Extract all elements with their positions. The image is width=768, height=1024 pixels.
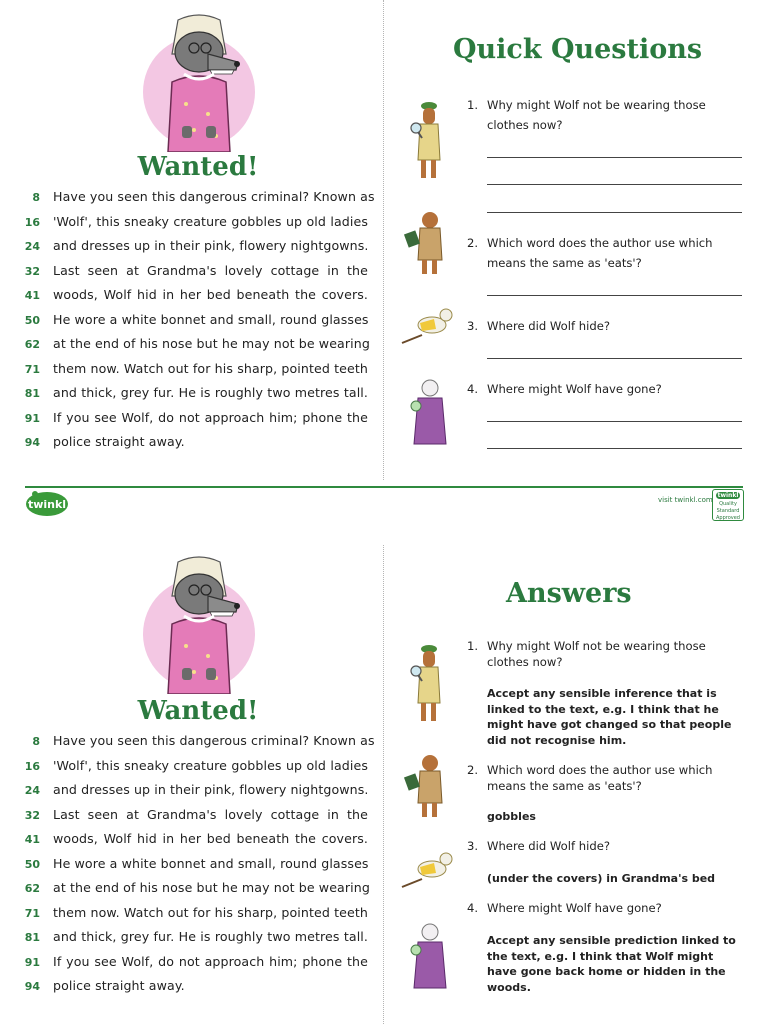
passage-line: 50 He wore a white bonnet and small, round glasses	[24, 311, 369, 327]
passage-line: 32 Last seen at Grandma's lovely cottage in the	[24, 806, 368, 822]
passage-line: 50 He wore a white bonnet and small, round glasses	[24, 855, 369, 871]
passage-line: 91 If you see Wolf, do not approach him; phone the	[24, 953, 368, 969]
passage-line: 8 Have you seen this dangerous criminal? Known as	[32, 189, 375, 204]
passage-line: 8 Have you seen this dangerous criminal? Known as	[32, 733, 375, 748]
column-divider-bottom	[383, 545, 384, 1024]
passage-line: 16 'Wolf', this sneaky creature gobbles up old ladies	[24, 757, 368, 773]
answer-line[interactable]	[487, 157, 742, 158]
answer-2: gobbles	[487, 810, 536, 823]
wolf-grandma-illustration	[138, 14, 260, 152]
passage-top	[18, 189, 375, 459]
dog-crawling-icon	[400, 303, 456, 347]
passage-line: 71 them now. Watch out for his sharp, pointed teeth	[24, 904, 368, 920]
question-4: 4. Where might Wolf have gone?	[467, 382, 662, 396]
answer-line[interactable]	[487, 448, 742, 449]
answer-line[interactable]	[487, 421, 742, 422]
detective-notebook-icon	[402, 753, 448, 819]
passage-bottom	[18, 733, 375, 1003]
answer-question-3: 3. Where did Wolf hide?	[467, 839, 610, 853]
section-divider	[25, 486, 743, 488]
answer-line[interactable]	[487, 184, 742, 185]
answer-4: Accept any sensible prediction linked to the text, e.g. I think that Wolf might have gone back home or hidden in the woods.	[487, 934, 736, 994]
passage-line: 24 and dresses up in their pink, flowery nightgowns.	[24, 238, 369, 253]
wanted-title: Wanted!	[137, 152, 259, 182]
twinkl-logo	[25, 490, 69, 522]
answer-question-2: 2. Which word does the author use which means the same as 'eats'?	[467, 763, 713, 793]
quality-badge: twinkl Quality Standard Approved	[712, 489, 744, 521]
answer-question-4: 4. Where might Wolf have gone?	[467, 901, 662, 915]
passage-line: 94 police straight away.	[24, 434, 185, 449]
wolf-grandma-illustration	[138, 556, 260, 694]
passage-line: 81 and thick, grey fur. He is roughly two metres tall.	[24, 929, 368, 944]
column-divider-top	[383, 0, 384, 480]
question-2: 2. Which word does the author use which means the same as 'eats'?	[467, 236, 713, 270]
answer-1: Accept any sensible inference that is linked to the text, e.g. I think that he might have got changed so that people did not recognise him.	[487, 687, 732, 747]
quick-questions-title: Quick Questions	[453, 34, 703, 65]
passage-line: 62 at the end of his nose but he may not be wearing	[24, 880, 370, 895]
answer-3: (under the covers) in Grandma's bed	[487, 872, 716, 885]
detective-notebook-icon	[402, 210, 448, 276]
grandma-crystal-ball-icon	[408, 922, 448, 992]
visit-link[interactable]: visit twinkl.com	[658, 496, 713, 504]
answer-line[interactable]	[487, 212, 742, 213]
passage-line: 32 Last seen at Grandma's lovely cottage in the	[24, 262, 368, 278]
passage-line: 91 If you see Wolf, do not approach him; phone the	[24, 409, 368, 425]
detective-magnifier-icon	[408, 643, 444, 725]
answer-line[interactable]	[487, 295, 742, 296]
grandma-crystal-ball-icon	[408, 378, 448, 448]
passage-line: 41 woods, Wolf hid in her bed beneath the covers.	[24, 831, 368, 846]
question-3: 3. Where did Wolf hide?	[467, 319, 610, 333]
passage-line: 62 at the end of his nose but he may not be wearing	[24, 336, 370, 351]
passage-line: 81 and thick, grey fur. He is roughly two metres tall.	[24, 385, 368, 400]
passage-line: 24 and dresses up in their pink, flowery nightgowns.	[24, 782, 369, 797]
answer-line[interactable]	[487, 358, 742, 359]
answer-question-1: 1. Why might Wolf not be wearing those clothes now?	[467, 639, 706, 669]
wanted-title: Wanted!	[137, 696, 259, 726]
question-1: 1. Why might Wolf not be wearing those clothes now?	[467, 98, 706, 132]
dog-crawling-icon	[400, 847, 456, 891]
passage-line: 41 woods, Wolf hid in her bed beneath the covers.	[24, 287, 368, 302]
passage-line: 71 them now. Watch out for his sharp, pointed teeth	[24, 360, 368, 376]
svg-text:twinkl: twinkl	[27, 498, 67, 511]
passage-line: 16 'Wolf', this sneaky creature gobbles up old ladies	[24, 213, 368, 229]
passage-line: 94 police straight away.	[24, 978, 185, 993]
detective-magnifier-icon	[408, 100, 444, 182]
answers-title: Answers	[506, 578, 632, 609]
